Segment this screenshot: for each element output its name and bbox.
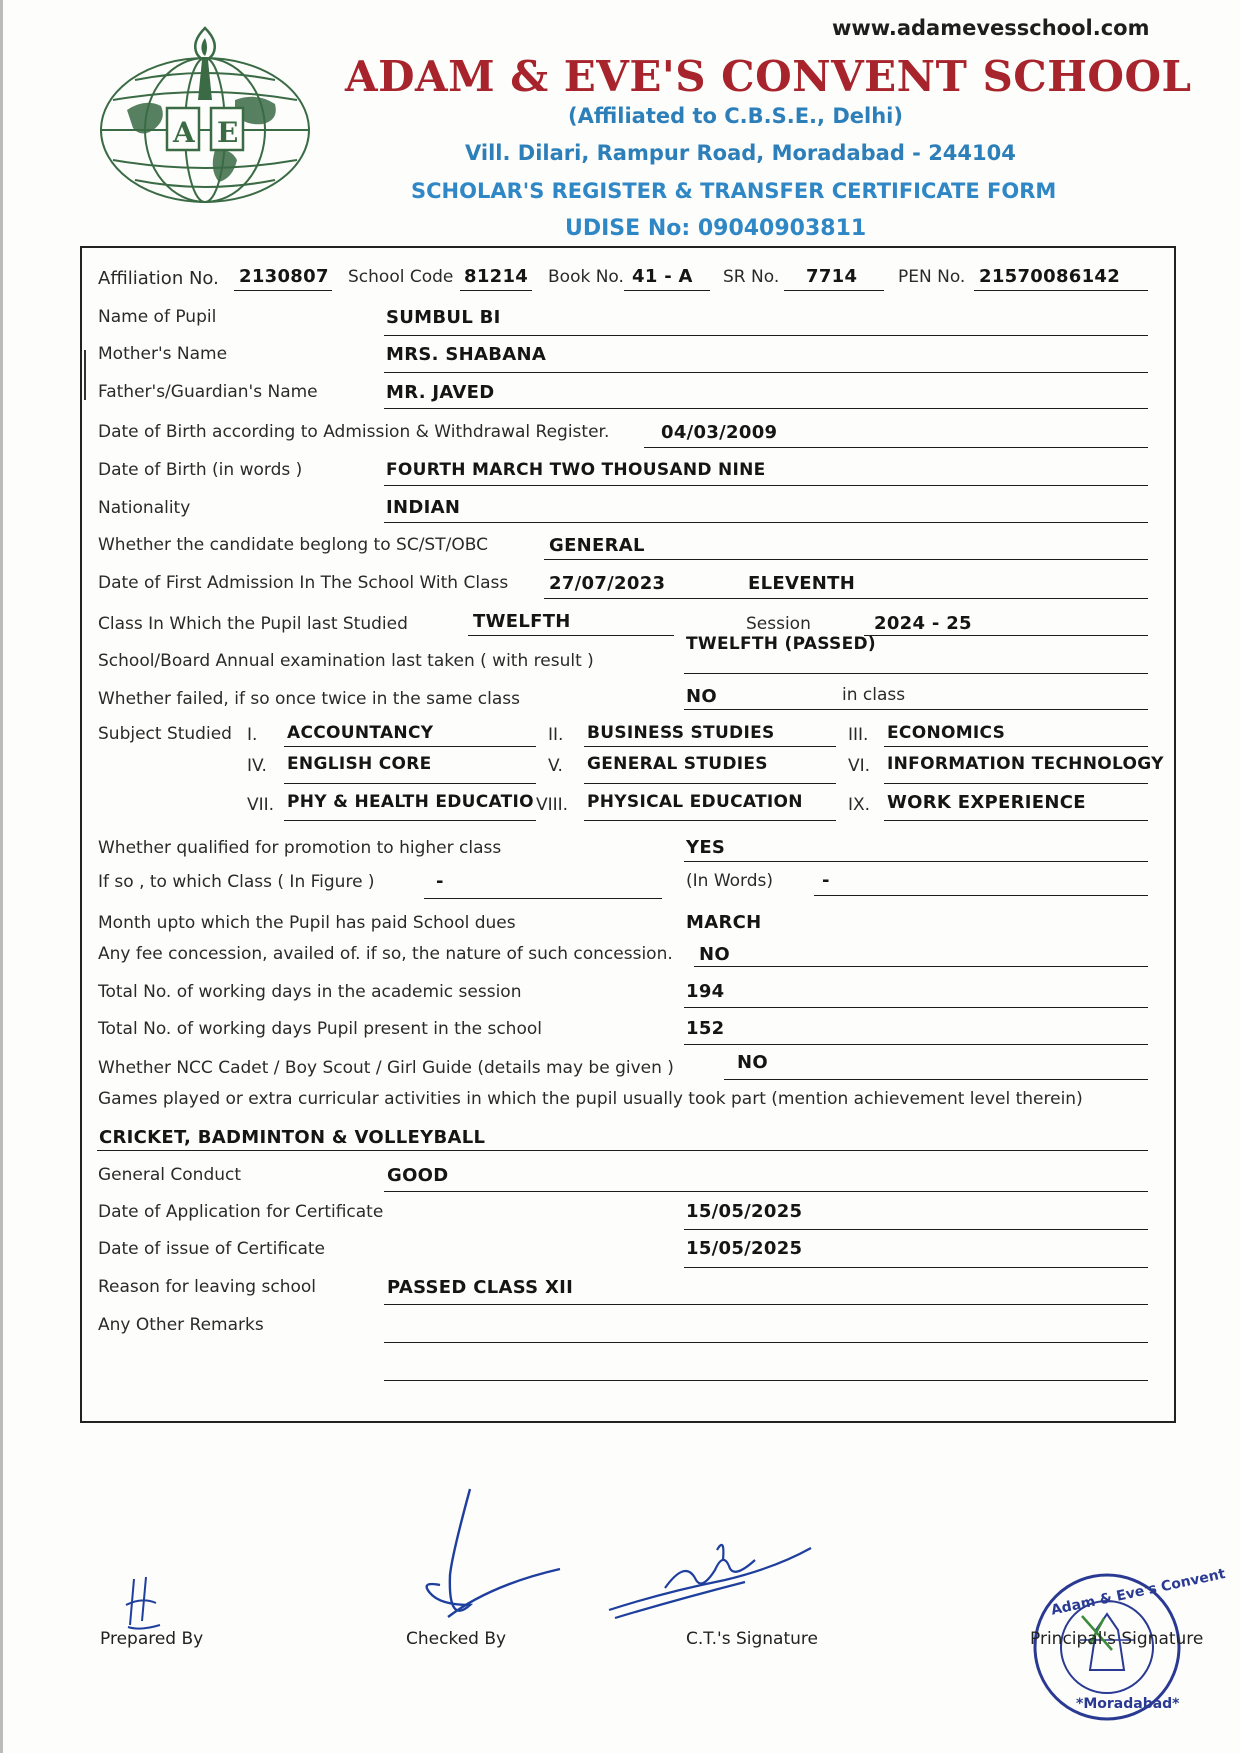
class-figure-value: - [436, 871, 444, 892]
nationality-value: INDIAN [386, 497, 461, 518]
ct-signature-mark [605, 1530, 815, 1630]
dob-words-label: Date of Birth (in words ) [98, 460, 303, 480]
subjects-label: Subject Studied [98, 724, 232, 744]
subject-name: WORK EXPERIENCE [887, 792, 1086, 813]
failed-value: NO [686, 686, 717, 707]
school-code-label: School Code [348, 267, 454, 287]
working-days-value: 194 [686, 981, 725, 1002]
subject-name: GENERAL STUDIES [587, 754, 768, 774]
sr-no-label: SR No. [723, 267, 780, 287]
nationality-label: Nationality [98, 498, 191, 518]
udise-number: UDISE No: 09040903811 [565, 216, 867, 241]
svg-text:A: A [173, 116, 195, 149]
svg-text:Adam & Eve's Convent: Adam & Eve's Convent [1049, 1566, 1227, 1619]
conduct-label: General Conduct [98, 1165, 242, 1185]
dob-value: 04/03/2009 [661, 422, 778, 443]
category-value: GENERAL [549, 535, 645, 556]
svg-text:*Moradabad*: *Moradabad* [1076, 1696, 1180, 1712]
school-address: Vill. Dilari, Rampur Road, Moradabad - 244104 [465, 141, 1016, 165]
remarks-label: Any Other Remarks [98, 1315, 264, 1335]
subject-number: VII. [247, 795, 275, 815]
book-no-label: Book No. [548, 267, 624, 287]
in-words-label: (In Words) [686, 871, 774, 891]
subject-number: VI. [848, 756, 871, 776]
subject-number: I. [247, 725, 258, 745]
father-name-label: Father's/Guardian's Name [98, 382, 318, 402]
pupil-name-label: Name of Pupil [98, 307, 217, 327]
sr-no-value: 7714 [806, 266, 858, 287]
application-date-value: 15/05/2025 [686, 1201, 803, 1222]
games-value: CRICKET, BADMINTON & VOLLEYBALL [99, 1127, 486, 1148]
subject-number: IX. [848, 795, 871, 815]
concession-value: NO [699, 944, 730, 965]
school-code-value: 81214 [464, 266, 529, 287]
subject-name: PHY & HEALTH EDUCATIO [287, 792, 534, 812]
promotion-value: YES [686, 837, 726, 858]
session-value: 2024 - 25 [874, 613, 972, 634]
issue-date-label: Date of issue of Certificate [98, 1239, 325, 1259]
principal-signature-label: Principal's Signature [1030, 1629, 1204, 1649]
ncc-value: NO [737, 1052, 768, 1073]
first-admission-date: 27/07/2023 [549, 573, 666, 594]
dues-label: Month upto which the Pupil has paid School dues [98, 913, 516, 933]
reason-label: Reason for leaving school [98, 1277, 316, 1297]
exam-label: School/Board Annual examination last taken ( with result ) [98, 651, 594, 671]
svg-text:E: E [217, 116, 239, 149]
school-name: ADAM & EVE'S CONVENT SCHOOL [345, 52, 1192, 101]
conduct-value: GOOD [387, 1165, 449, 1186]
dob-label: Date of Birth according to Admission & Withdrawal Register. [98, 422, 610, 442]
working-days-label: Total No. of working days in the academic session [98, 982, 522, 1002]
promotion-label: Whether qualified for promotion to higher class [98, 838, 502, 858]
present-days-label: Total No. of working days Pupil present in the school [98, 1019, 542, 1039]
last-class-label: Class In Which the Pupil last Studied [98, 614, 408, 634]
dob-words-value: FOURTH MARCH TWO THOUSAND NINE [386, 460, 766, 480]
dues-value: MARCH [686, 912, 762, 933]
in-class-label: in class [842, 685, 906, 705]
ncc-label: Whether NCC Cadet / Boy Scout / Girl Guide (details may be given ) [98, 1058, 674, 1078]
pen-no-value: 21570086142 [979, 266, 1121, 287]
ct-signature-label: C.T.'s Signature [686, 1629, 818, 1649]
subject-name: ENGLISH CORE [287, 754, 432, 774]
subject-number: VIII. [536, 795, 569, 815]
present-days-value: 152 [686, 1018, 725, 1039]
margin-mark [84, 350, 86, 400]
checked-by-signature [400, 1485, 570, 1635]
affiliation-no-label: Affiliation No. [98, 268, 219, 289]
subject-number: III. [848, 725, 869, 745]
subject-number: IV. [247, 756, 267, 776]
session-label: Session [746, 614, 811, 634]
category-label: Whether the candidate beglong to SC/ST/OBC [98, 535, 488, 555]
first-admission-class: ELEVENTH [748, 573, 856, 594]
book-no-value: 41 - A [632, 266, 693, 287]
subject-name: PHYSICAL EDUCATION [587, 792, 803, 812]
subject-number: V. [548, 756, 563, 776]
school-website: www.adamevesschool.com [832, 16, 1150, 40]
subject-number: II. [548, 725, 564, 745]
concession-label: Any fee concession, availed of. if so, the nature of such concession. [98, 944, 673, 964]
pupil-name-value: SUMBUL BI [386, 307, 501, 328]
failed-label: Whether failed, if so once twice in the same class [98, 689, 521, 709]
scan-edge [0, 0, 3, 1753]
reason-value: PASSED CLASS XII [387, 1277, 574, 1298]
last-class-value: TWELFTH [473, 611, 571, 632]
prepared-by-signature [120, 1575, 170, 1635]
mother-name-value: MRS. SHABANA [386, 344, 547, 365]
class-figure-label: If so , to which Class ( In Figure ) [98, 872, 375, 892]
checked-by-label: Checked By [406, 1629, 507, 1649]
application-date-label: Date of Application for Certificate [98, 1202, 384, 1222]
form-title: SCHOLAR'S REGISTER & TRANSFER CERTIFICATE FORM [411, 179, 1057, 203]
in-words-value: - [822, 870, 830, 891]
subject-name: ACCOUNTANCY [287, 723, 434, 743]
subject-name: INFORMATION TECHNOLOGY [887, 754, 1164, 774]
issue-date-value: 15/05/2025 [686, 1238, 803, 1259]
father-name-value: MR. JAVED [386, 382, 495, 403]
prepared-by-label: Prepared By [100, 1629, 204, 1649]
pen-no-label: PEN No. [898, 267, 966, 287]
exam-value: TWELFTH (PASSED) [686, 634, 876, 654]
games-label: Games played or extra curricular activities in which the pupil usually took part (mention achievement level therein) [98, 1089, 1083, 1109]
subject-name: ECONOMICS [887, 723, 1006, 743]
mother-name-label: Mother's Name [98, 344, 228, 364]
subject-name: BUSINESS STUDIES [587, 723, 775, 743]
affiliation-text: (Affiliated to C.B.S.E., Delhi) [568, 104, 903, 128]
first-admission-label: Date of First Admission In The School With Class [98, 573, 509, 593]
affiliation-no-value: 2130807 [239, 266, 329, 287]
school-logo [95, 20, 315, 210]
